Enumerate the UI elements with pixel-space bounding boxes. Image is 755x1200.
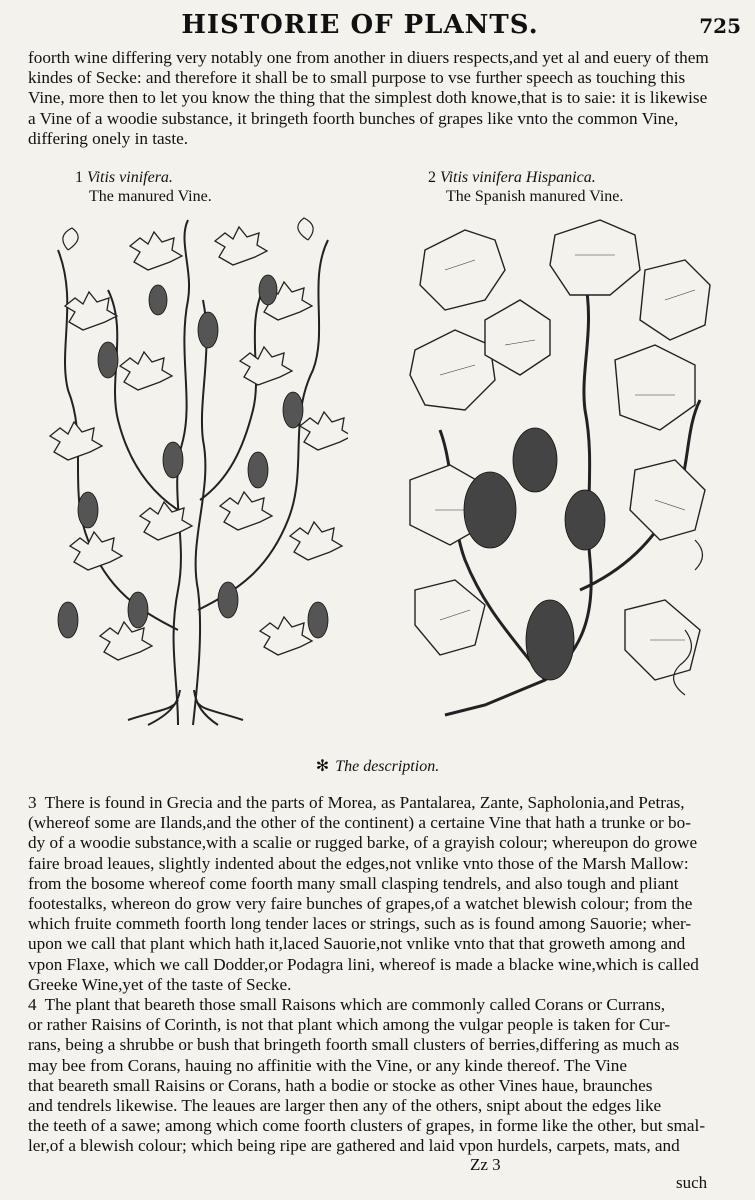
text-line: kindes of Secke: and therefore it shall be to small purpose to vse further speech as touching this — [28, 68, 686, 88]
text-line: Vine, more then to let you know the thing that the simplest doth knowe,that is to saie: it is likewise — [28, 88, 708, 108]
text-line: dy of a woodie substance,with a scalie or rugged barke, of a grayish colour; whereupon do growe — [28, 833, 698, 853]
text-line: from the bosome whereof come foorth many small clasping tendrels, and also tough and pliant — [28, 873, 679, 893]
text-line: a Vine of a woodie substance, it bringeth foorth bunches of grapes like vnto the common Vine, — [28, 108, 679, 128]
page-number: 725 — [699, 14, 741, 38]
text-line: faire broad leaues, slightly indented about the edges,not vnlike vnto those of the Marsh Mallow: — [28, 853, 689, 873]
text-line: footestalks, whereon do grow very faire bunches of grapes,of a watchet blewish colour; from the — [28, 894, 693, 914]
signature-mark: Zz 3 — [470, 1155, 501, 1174]
text-line: 4 The plant that beareth those small Raisons which are commonly called Corans or Currans, — [28, 995, 666, 1014]
text-line: which fruite commeth foorth long tender laces or strings, such as is found among Sauorie; wher- — [28, 914, 692, 934]
text-line: Greeke Wine,yet of the taste of Secke. — [28, 974, 292, 994]
paragraph-number: 3 — [28, 793, 37, 812]
running-header: HISTORIE OF PLANTS. — [181, 10, 539, 40]
text-line: vpon Flaxe, which we call Dodder,or Podagra lini, whereof is made a blacke wine,which is called — [28, 954, 699, 974]
text-line: differing onely in taste. — [28, 128, 189, 148]
paragraph-3 — [28, 793, 718, 995]
text-line: or rather Raisins of Corinth, is not that plant which among the vulgar people is taken for Cur- — [28, 1015, 671, 1035]
text-line: ler,of a blewish colour; which being ripe are gathered and laid vpon hurdels, carpets, mats, and — [28, 1136, 680, 1156]
intro-paragraph — [28, 48, 718, 149]
text-line: and tendrels likewise. The leaues are larger then any of the others, snipt about the edges like — [28, 1096, 662, 1116]
text-line: rans, being a shrubbe or bush that bringeth foorth small clusters of berries,differing as much as — [28, 1035, 680, 1055]
text-line: foorth wine differing very notably one from another in diuers respects,and yet al and euery of them — [28, 48, 709, 67]
figure-2-number: 2 — [428, 169, 436, 186]
fleuron-mark: ✻ — [315, 758, 330, 775]
text-line: upon we call that plant which hath it,laced Sauorie,not vnlike vnto that that groweth among and — [28, 934, 686, 954]
figure-1-latin-name: Vitis vinifera. — [87, 169, 173, 186]
figure-2-latin-name: Vitis vinifera Hispanica. — [440, 169, 596, 186]
catchword: such — [676, 1173, 708, 1192]
figure-2-caption — [428, 168, 623, 206]
paragraph-number: 4 — [28, 995, 37, 1014]
description-heading — [0, 756, 755, 776]
figure-2-english-name: The Spanish manured Vine. — [446, 188, 624, 205]
paragraph-4 — [28, 995, 718, 1157]
text-line: that beareth small Raisins or Corans, hath a bodie or stocke as other Vines haue, braunches — [28, 1075, 653, 1095]
figure-1-english-name: The manured Vine. — [89, 188, 212, 205]
text-line: may bee from Corans, hauing no affinitie with the Vine, or any kinde thereof. The Vine — [28, 1055, 628, 1075]
text-line: (whereof some are Ilands,and the other of the continent) a certaine Vine that hath a trunke or bo- — [28, 813, 691, 833]
manured-vine-woodcut — [28, 210, 348, 730]
text-line: the teeth of a sawe; among which come foorth clusters of grapes, in forme like the other, but smal- — [28, 1116, 706, 1136]
spanish-manured-vine-woodcut — [395, 210, 715, 720]
text-line: 3 There is found in Grecia and the parts of Morea, as Pantalarea, Zante, Sapholonia,and Petras, — [28, 793, 685, 812]
description-heading-text: The description. — [335, 758, 440, 775]
figure-1-caption — [75, 168, 212, 206]
figure-1-number: 1 — [75, 169, 83, 186]
